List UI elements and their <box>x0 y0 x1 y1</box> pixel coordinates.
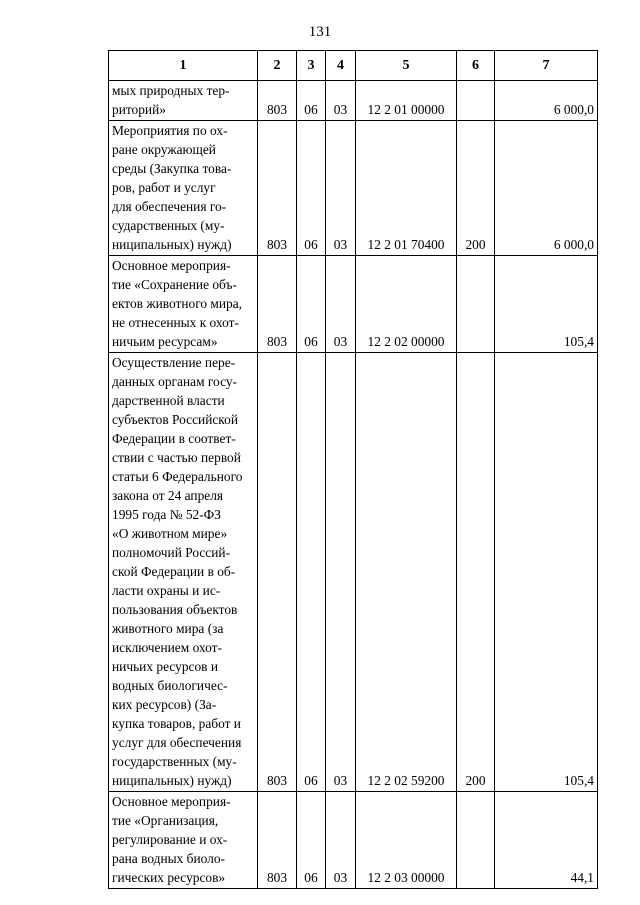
ministry-code: 803 <box>258 81 297 121</box>
amount: 44,1 <box>495 792 598 889</box>
target-article-code: 12 2 01 00000 <box>356 81 457 121</box>
subsection-code: 03 <box>326 81 356 121</box>
row-description: мых природных тер- риторий» <box>109 81 258 121</box>
expense-type-code <box>457 81 495 121</box>
ministry-code: 803 <box>258 256 297 353</box>
amount: 105,4 <box>495 256 598 353</box>
subsection-code: 03 <box>326 353 356 792</box>
expense-type-code <box>457 256 495 353</box>
section-code: 06 <box>297 81 326 121</box>
subsection-code: 03 <box>326 121 356 256</box>
ministry-code: 803 <box>258 792 297 889</box>
table-row <box>109 353 598 792</box>
target-article-code: 12 2 03 00000 <box>356 792 457 889</box>
page-number: 131 <box>308 24 332 40</box>
expense-type-code: 200 <box>457 121 495 256</box>
subsection-code: 03 <box>326 256 356 353</box>
row-description: Основное мероприя- тие «Организация, регулирование и ох- рана водных биоло- гических ресурсов» <box>109 792 258 889</box>
column-header-5: 5 <box>356 51 457 81</box>
section-code: 06 <box>297 792 326 889</box>
section-code: 06 <box>297 121 326 256</box>
column-header-4: 4 <box>326 51 356 81</box>
section-code: 06 <box>297 353 326 792</box>
target-article-code: 12 2 02 59200 <box>356 353 457 792</box>
table-row <box>109 792 598 889</box>
expense-type-code: 200 <box>457 353 495 792</box>
table-row <box>109 81 598 121</box>
target-article-code: 12 2 02 00000 <box>356 256 457 353</box>
ministry-code: 803 <box>258 121 297 256</box>
amount: 6 000,0 <box>495 81 598 121</box>
amount: 105,4 <box>495 353 598 792</box>
column-header-6: 6 <box>457 51 495 81</box>
column-header-3: 3 <box>297 51 326 81</box>
budget-table <box>108 50 598 889</box>
section-code: 06 <box>297 256 326 353</box>
row-description: Осуществление пере- данных органам госу- дарственной власти субъектов Российской Федерации в соответ- ствии с частью первой статьи 6 Федерального закона от 24 апреля 1995 года № 52-ФЗ «О животном мире» полномочий Россий- ской Федерации в об- ласти охраны и ис- пользования объектов животного мира (за исключением охот- ничьих ресурсов и водных биологичес- ких ресурсов) (За- купка товаров, работ и услуг для обеспечения государственных (му- ниципальных) нужд) <box>109 353 258 792</box>
subsection-code: 03 <box>326 792 356 889</box>
amount: 6 000,0 <box>495 121 598 256</box>
ministry-code: 803 <box>258 353 297 792</box>
column-header-1: 1 <box>109 51 258 81</box>
table-row <box>109 256 598 353</box>
row-description: Основное мероприя- тие «Сохранение объ- ектов животного мира, не отнесенных к охот- ничьим ресурсам» <box>109 256 258 353</box>
column-header-2: 2 <box>258 51 297 81</box>
row-description: Мероприятия по ох- ране окружающей среды (Закупка това- ров, работ и услуг для обеспечения го- сударственных (му- ниципальных) нужд) <box>109 121 258 256</box>
expense-type-code <box>457 792 495 889</box>
target-article-code: 12 2 01 70400 <box>356 121 457 256</box>
column-header-7: 7 <box>495 51 598 81</box>
table-row <box>109 121 598 256</box>
header-row <box>109 51 598 81</box>
